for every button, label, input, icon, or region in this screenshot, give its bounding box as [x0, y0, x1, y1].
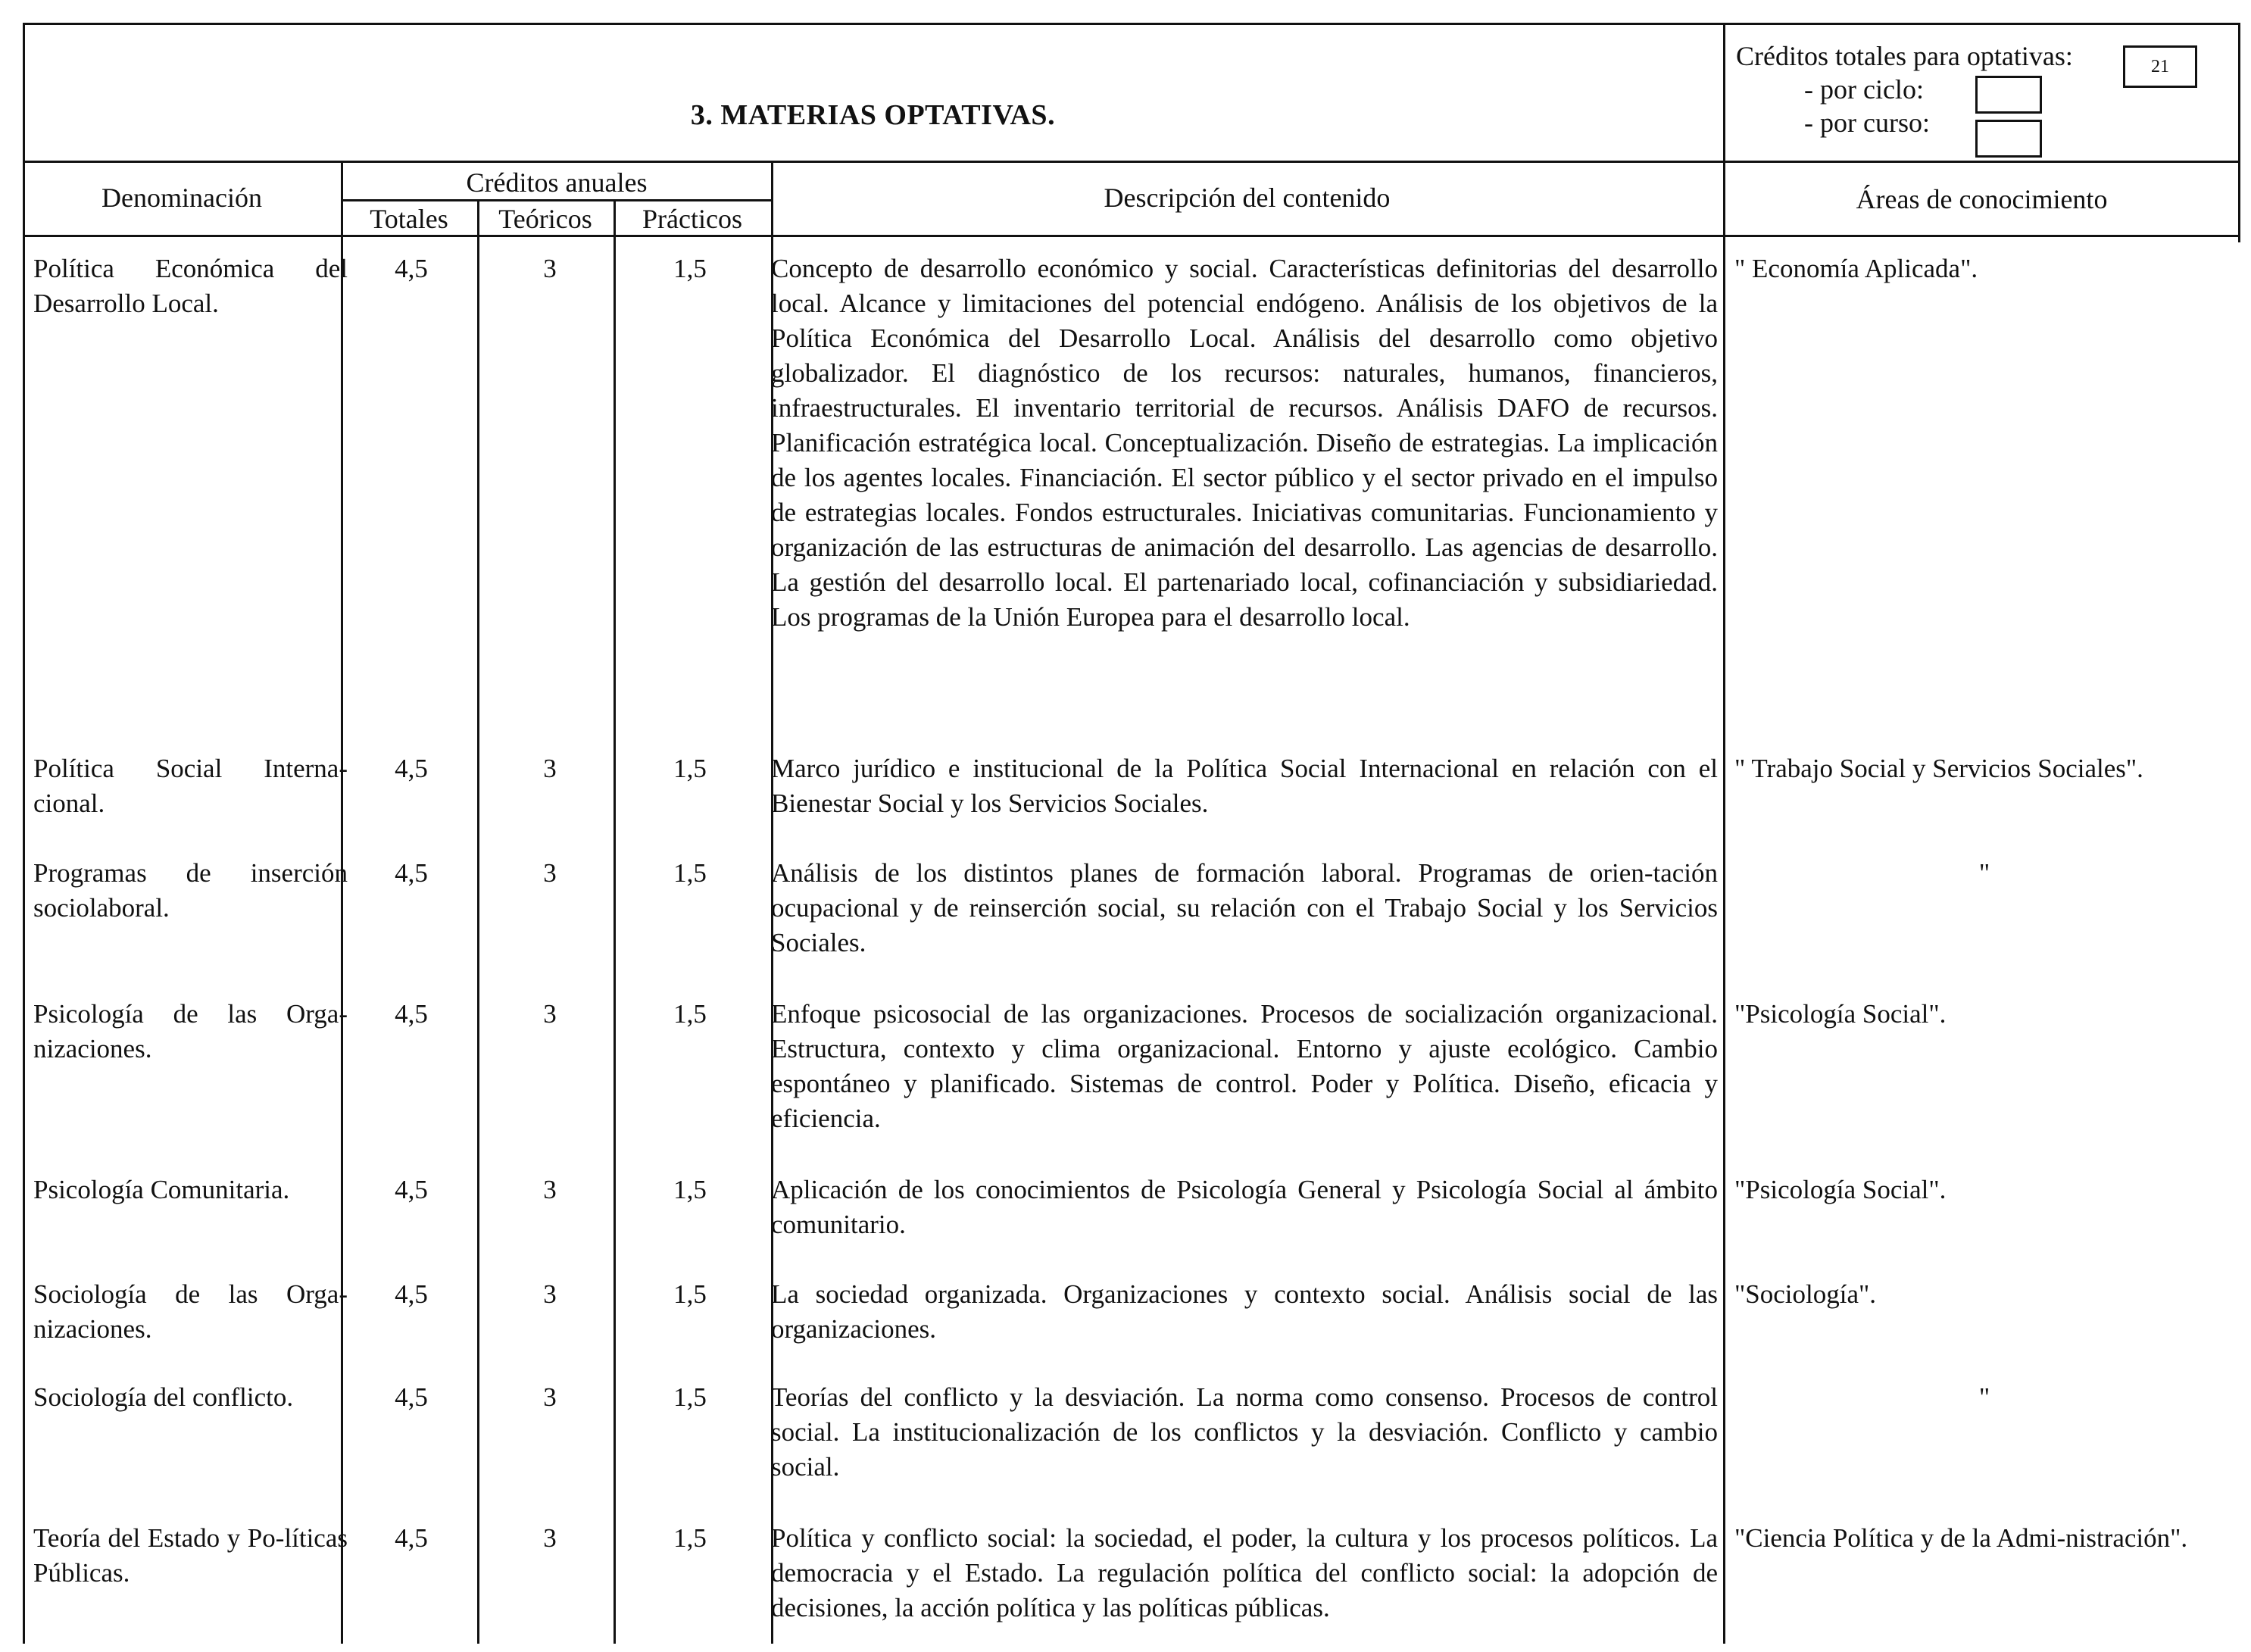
- teoricos-cell: 3: [543, 1175, 557, 1204]
- denominacion-cell: Política Social Interna-cional.: [33, 754, 348, 818]
- denominacion-cell: Programas de inserción sociolaboral.: [33, 858, 348, 923]
- totales-cell: 4,5: [395, 1175, 428, 1204]
- denominacion-cell: Psicología de las Orga-nizaciones.: [33, 999, 348, 1063]
- col-denominacion: Denominación: [101, 183, 262, 213]
- col-practicos: Prácticos: [642, 204, 742, 234]
- por-ciclo-value-box: [1975, 76, 2042, 114]
- teoricos-cell: 3: [543, 1382, 557, 1412]
- column-header-divider: [23, 235, 2240, 237]
- totales-cell: 4,5: [395, 754, 428, 783]
- area-cell: " Economía Aplicada".: [1734, 254, 1978, 283]
- table-left-border: [23, 23, 25, 1644]
- area-cell: ": [1978, 858, 1990, 888]
- descripcion-cell: Teorías del conflicto y la desviación. La norma como consenso. Procesos de control social. La institucionalización de los conflictos y la desviación. Conflicto y cambio social.: [771, 1382, 1718, 1482]
- descripcion-cell: Política y conflicto social: la sociedad, el poder, la cultura y los procesos políticos. La democracia y el Estado. La regulación política del conflicto social: la adopción de decisiones, la acción política y las políticas públicas.: [771, 1523, 1718, 1622]
- practicos-cell: 1,5: [673, 858, 707, 888]
- teoricos-cell: 3: [543, 999, 557, 1029]
- area-cell: "Psicología Social".: [1734, 999, 1947, 1029]
- area-cell: "Psicología Social".: [1734, 1175, 1947, 1204]
- creditos-subheader-divider: [341, 199, 773, 201]
- col-descripcion: Descripción del contenido: [1104, 183, 1391, 213]
- area-cell: "Sociología".: [1734, 1279, 1877, 1309]
- denominacion-cell: Política Económica del Desarrollo Local.: [33, 254, 348, 318]
- practicos-cell: 1,5: [673, 1382, 707, 1412]
- por-curso-label: - por curso:: [1804, 108, 1930, 138]
- descripcion-cell: La sociedad organizada. Organizaciones y contexto social. Análisis social de las organizaciones.: [771, 1279, 1718, 1344]
- descripcion-cell: Marco jurídico e institucional de la Política Social Internacional en relación con el Bienestar Social y los Servicios Sociales.: [771, 754, 1718, 818]
- header-divider: [23, 161, 2240, 163]
- practicos-cell: 1,5: [673, 1523, 707, 1553]
- totales-cell: 4,5: [395, 999, 428, 1029]
- denominacion-cell: Psicología Comunitaria.: [33, 1175, 290, 1204]
- practicos-cell: 1,5: [673, 1175, 707, 1204]
- denominacion-cell: Sociología de las Orga-nizaciones.: [33, 1279, 348, 1344]
- teoricos-cell: 3: [543, 858, 557, 888]
- teoricos-cell: 3: [543, 254, 557, 283]
- col-totales: Totales: [370, 204, 448, 234]
- area-cell: "Ciencia Política y de la Admi-nistración".: [1734, 1523, 2188, 1553]
- teoricos-cell: 3: [543, 754, 557, 783]
- teoricos-column-divider: [477, 199, 479, 1644]
- denominacion-cell: Teoría del Estado y Po-líticas Públicas.: [33, 1523, 348, 1588]
- descripcion-cell: Concepto de desarrollo económico y social. Características definitorias del desarrollo local. Alcance y limitaciones del potencial endógeno. Análisis de los objetivos de la Política Económica del Desarrollo Local. Análisis del desarrollo como objetivo globalizador. El diagnóstico de los recursos: naturales, humanos, financieros, infraestructurales. El inventario territorial de recursos. Análisis DAFO de recursos. Planificación estratégica local. Conceptualización. Diseño de estrategias. La implicación de los agentes locales. Financiación. El sector público y el sector privado en el impulso de estrategias locales. Fondos estructurales. Iniciativas comunitarias. Funcionamiento y organización de las estructuras de animación del desarrollo. Las agencias de desarrollo. La gestión del desarrollo local. El partenariado local, cofinanciación y subsidiariedad. Los programas de la Unión Europea para el desarrollo local.: [771, 254, 1718, 632]
- creditos-totales-value: 21: [2151, 57, 2169, 77]
- denominacion-cell: Sociología del conflicto.: [33, 1382, 294, 1412]
- area-cell: " Trabajo Social y Servicios Sociales".: [1734, 754, 2143, 783]
- practicos-cell: 1,5: [673, 754, 707, 783]
- areas-column-divider: [1723, 23, 1725, 1644]
- col-areas: Áreas de conocimiento: [1856, 184, 2108, 214]
- area-cell: ": [1978, 1382, 1990, 1412]
- teoricos-cell: 3: [543, 1279, 557, 1309]
- descripcion-cell: Análisis de los distintos planes de formación laboral. Programas de orien-tación ocupacional y de reinserción social, su relación con el Trabajo Social y los Servicios Sociales.: [771, 858, 1718, 957]
- creditos-totales-label: Créditos totales para optativas:: [1736, 41, 2073, 71]
- totales-cell: 4,5: [395, 254, 428, 283]
- descripcion-cell: Aplicación de los conocimientos de Psicología General y Psicología Social al ámbito comunitario.: [771, 1175, 1718, 1239]
- creditos-totales-value-box: [2123, 45, 2197, 88]
- table-top-border: [23, 23, 2240, 25]
- totales-cell: 4,5: [395, 1523, 428, 1553]
- document-page: [23, 23, 2240, 1644]
- practicos-cell: 1,5: [673, 254, 707, 283]
- col-creditos-anuales: Créditos anuales: [466, 167, 648, 198]
- creditos-totales-line: [1736, 39, 2073, 73]
- totales-cell: 4,5: [395, 858, 428, 888]
- por-curso-value-box: [1975, 120, 2042, 158]
- practicos-cell: 1,5: [673, 1279, 707, 1309]
- col-teoricos: Teóricos: [498, 204, 592, 234]
- por-ciclo-label: - por ciclo:: [1804, 74, 1924, 105]
- totales-cell: 4,5: [395, 1382, 428, 1412]
- descripcion-cell: Enfoque psicosocial de las organizaciones. Procesos de socialización organizacional. Estructura, contexto y clima organizacional. Entorno y ajuste ecológico. Cambio espontáneo y planificado. Sistemas de control. Poder y Política. Diseño, eficacia y eficiencia.: [771, 999, 1718, 1133]
- practicos-column-divider: [613, 199, 616, 1644]
- section-title: 3. MATERIAS OPTATIVAS.: [690, 99, 1056, 131]
- totales-cell: 4,5: [395, 1279, 428, 1309]
- practicos-cell: 1,5: [673, 999, 707, 1029]
- teoricos-cell: 3: [543, 1523, 557, 1553]
